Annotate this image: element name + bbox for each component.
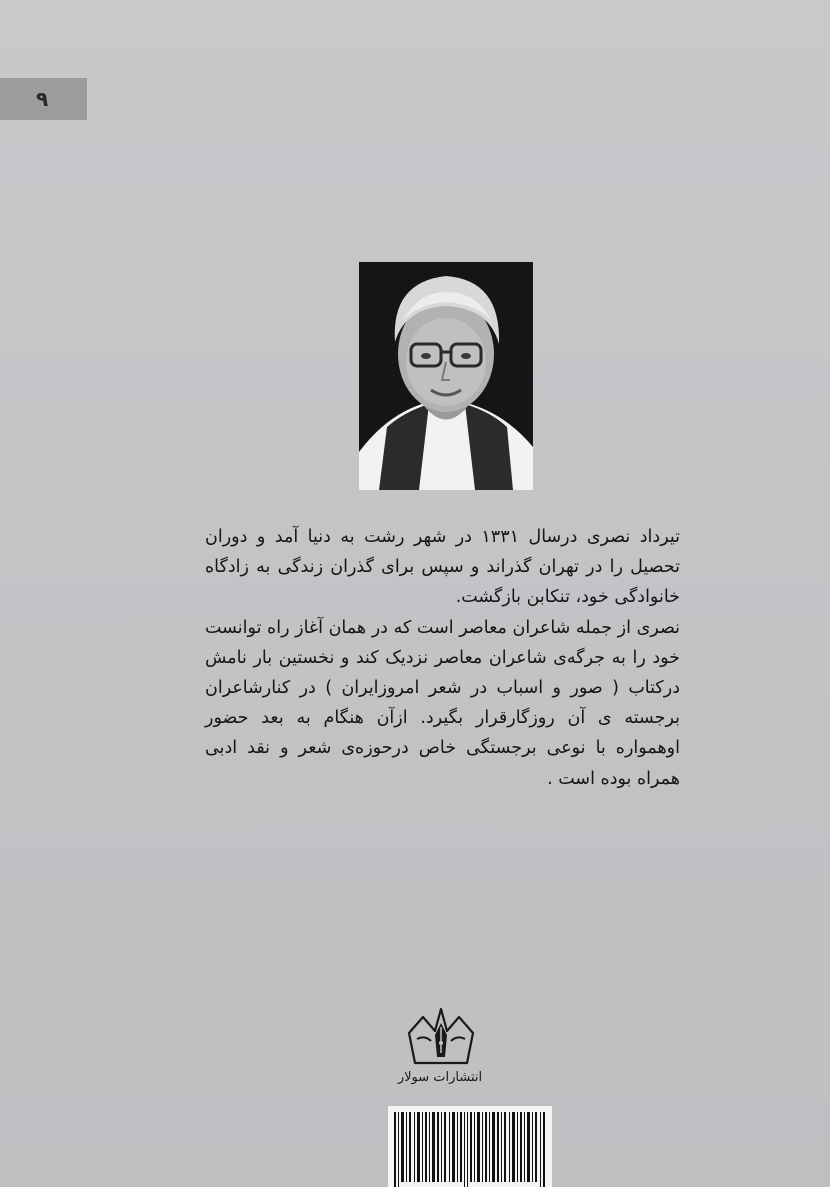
bio-paragraph-1: تیرداد نصری درسال ۱۳۳۱ در شهر رشت به دنیا آمد و دوران تحصیل را در تهران گذراند و سپس برای گذران زندگی به زادگاه خانوادگی خود، تنکابن بازگشت. [205, 527, 680, 608]
pen-nib-crown-logo-icon [405, 1005, 477, 1067]
publisher-logo [405, 1005, 477, 1067]
bio-paragraph-2: نصری از جمله شاعران معاصر است که در همان آغاز راه توانست خود را به جرگه‌ی شاعران معاصر نزدیک کند و نخستین بار نامش درکتاب ( صور و اسباب در شعر امروزایران ) در کنارشاعران برجسته ی آن روزگارقرار بگیرد. ازآن هنگام به بعد حضور اوهمواره با نوعی برجستگی خاص درحوزه‌ی شعر و نقد ادبی همراه بوده است . [205, 617, 680, 789]
author-biography [205, 522, 680, 794]
barcode [388, 1106, 552, 1187]
barcode-icon [388, 1106, 552, 1187]
publisher-name: انتشارات سولار [397, 1070, 483, 1085]
author-portrait-icon [359, 262, 533, 490]
author-photo [359, 262, 533, 490]
page-number: ۹ [36, 87, 49, 111]
page-number-tab [0, 78, 87, 120]
